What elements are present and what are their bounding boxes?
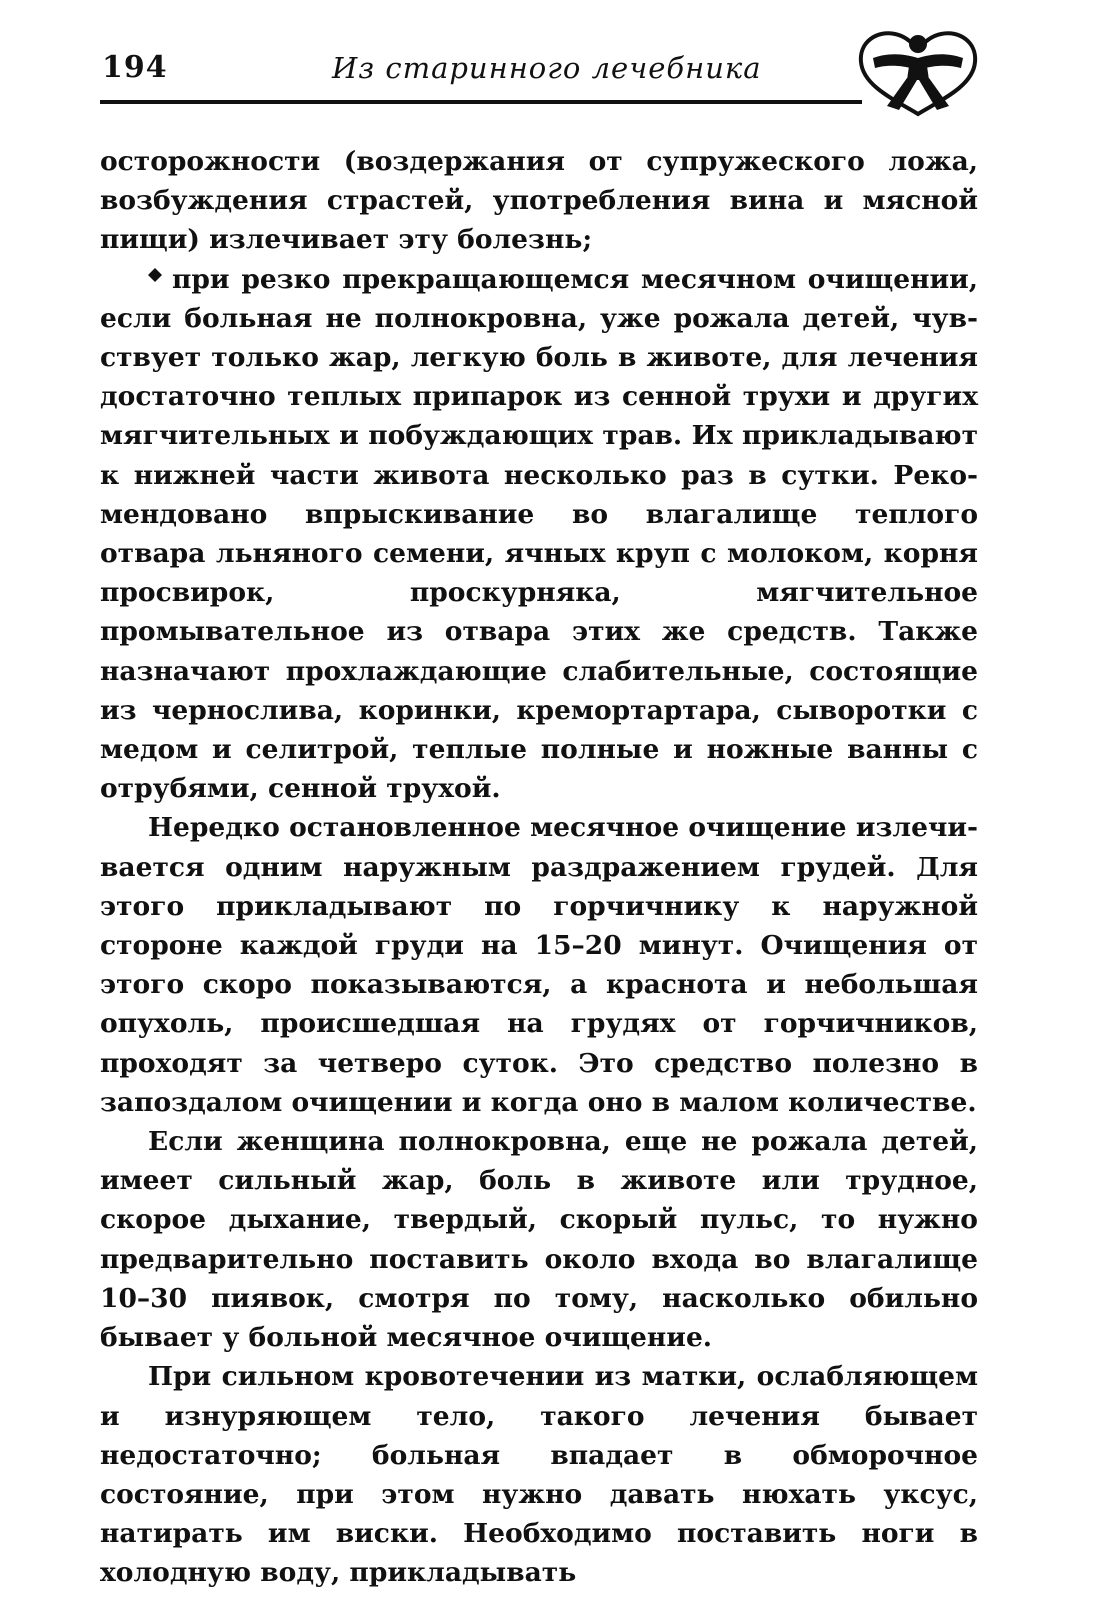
running-title: Из старинного лечебника xyxy=(332,51,762,85)
body-text xyxy=(100,142,978,1593)
paragraph-4: Если женщина полнокровна, еще не рожала детей, имеет сильный жар, боль в животе или трудное, скорое дыхание, твердый, скорый пульс, то нужно предварительно поставить около входа во влагалище 10–30 пиявок, смотря по тому, насколько обильно бывает у больной месячное очищение. xyxy=(100,1126,978,1354)
human-figure-in-heart-icon xyxy=(855,28,981,118)
header-rule xyxy=(100,100,862,104)
paragraph-2-text: при резко прекращающемся месячном очищении, если больная не полнокровна, уже рожала детей, чувствует только жар, легкую боль в животе, для лечения достаточно теплых припарок из сенной трухи и других мягчительных и побуждающих трав. Их прикладывают к нижней части живота несколько раз в сутки. Рекомендовано впрыскивание во влагалище теплого отвара льняного семени, ячных круп с молоком, корня просвирок, проскурняка, мягчительное промывательное из отвара этих же средств. Также назначают прохлаждающие слабительные, состоящие из чернослива, коринки, кремортартара, сыворотки с медом и селитрой, теплые полные и ножные ванны с отрубями, сенной трухой. xyxy=(100,263,978,805)
paragraph-3: Нередко остановленное месячное очищение излечивается одним наружным раздражением грудей. Для этого прикладывают по горчичнику к наружной стороне каждой груди на 15–20 минут. Очищения от этого скоро показываются, а краснота и небольшая опухоль, происшедшая на грудях от горчичников, проходят за четверо суток. Это средство полезно в запоздалом очищении и когда оно в малом количестве. xyxy=(100,812,978,1118)
paragraph-2-bulleted xyxy=(100,260,978,809)
diamond-bullet-icon xyxy=(148,268,162,282)
paragraph-1: осторожности (воздержания от супружеского ложа, возбуждения страстей, употребления вина и мясной пищи) излечивает эту болезнь; xyxy=(100,146,978,256)
page-header xyxy=(100,28,990,118)
page-number: 194 xyxy=(102,50,168,85)
paragraph-5: При сильном кровотечении из матки, ослабляющем и изнуряющем тело, такого лечения бывает недостаточно; больная впадает в обморочное состояние, при этом нужно давать нюхать уксус, натирать им виски. Необходимо поставить ноги в холодную воду, прикладывать xyxy=(100,1361,978,1589)
